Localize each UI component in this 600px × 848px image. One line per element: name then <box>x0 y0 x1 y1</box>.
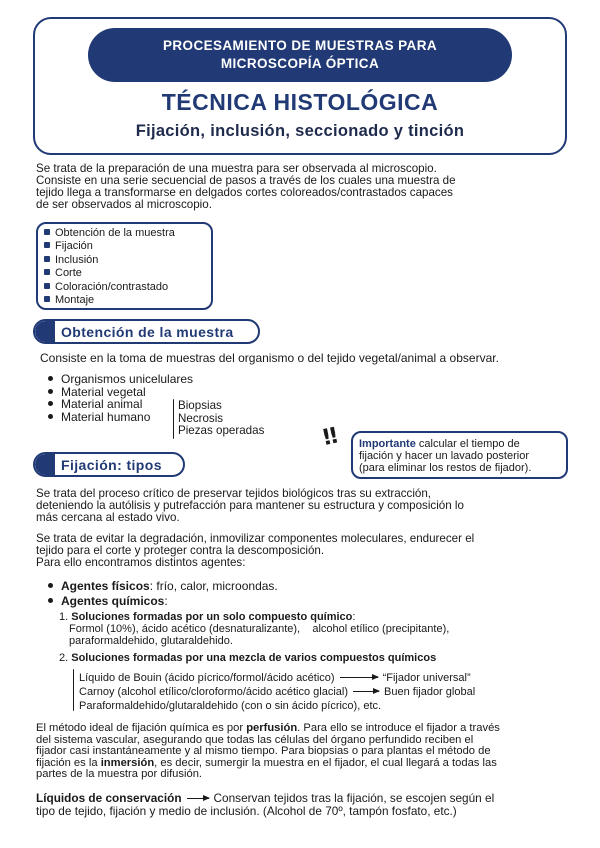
arrow-right-icon <box>353 691 379 693</box>
conservation-liquids: Líquidos de conservación Conservan tejidos tras la fijación, se escojen según el tipo de tejido, fijación y medio de inclusión. (Alcohol de 70º, tampón fosfato, etc.) <box>36 791 495 818</box>
important-note: Importante calcular el tiempo de fijación y hacer un lavado posterior (para eliminar los restos de fijador). <box>351 431 568 479</box>
heading-fijacion: Fijación: tipos <box>33 452 185 477</box>
fijacion-paragraph-1: Se trata del proceso crítico de preservar tejidos biológicos tras su extracción, deteniendo la autólisis y putrefacción para mantener su estructura y composición lo más cercana al estado vivo. <box>36 487 464 524</box>
brace-icon <box>173 399 174 439</box>
list-item: Paraformaldehido/glutaraldehido (con o sin ácido pícrico), etc. <box>79 700 382 712</box>
list-item: Inclusión <box>44 254 211 267</box>
bullet-icon <box>48 583 53 588</box>
intro-paragraph <box>36 163 566 211</box>
mixtures-list <box>79 671 475 713</box>
page-title: TÉCNICA HISTOLÓGICA <box>161 89 439 115</box>
chemical-item-1: 1. Soluciones formadas por un solo compuesto químico: Formol (10%), ácido acético (desnaturalizante), alcohol etílico (precipitante), paraformaldehido, glutaraldehido. <box>59 611 450 647</box>
bullet-icon <box>48 401 53 406</box>
fijacion-paragraph-2: Se trata de evitar la degradación, inmovilizar componentes moleculares, endurecer el tejido para el corte y proteger contra la descomposición. Para ello encontramos distintos agentes: <box>36 532 475 569</box>
bullet-icon <box>48 389 53 394</box>
list-item: Material vegetal <box>48 386 193 399</box>
list-item: Corte <box>44 267 211 280</box>
pill-cap <box>35 321 55 342</box>
list-item: Líquido de Bouin (ácido pícrico/formol/ácido acético) “Fijador universal” <box>79 672 471 684</box>
list-item: Montaje <box>44 294 211 307</box>
bullet-icon <box>48 376 53 381</box>
square-bullet-icon <box>44 229 50 235</box>
intro-line: de ser observados al microscopio. <box>36 198 212 211</box>
square-bullet-icon <box>44 283 50 289</box>
heading-obtencion: Obtención de la muestra <box>33 319 260 344</box>
list-item: Agentes físicos: frío, calor, microondas. <box>48 579 278 594</box>
banner-line-1: PROCESAMIENTO DE MUESTRAS PARA <box>162 38 438 53</box>
list-item: Fijación <box>44 240 211 253</box>
list-item: Necrosis <box>178 411 224 425</box>
list-item: Organismos unicelulares <box>48 373 193 386</box>
square-bullet-icon <box>44 256 50 262</box>
list-item: Coloración/contrastado <box>44 281 211 294</box>
bullet-icon <box>48 598 53 603</box>
intro-line: Se trata de la preparación de una muestra para ser observada al microscopio. <box>36 162 437 175</box>
arrow-right-icon <box>340 677 378 679</box>
brace-icon <box>73 669 74 711</box>
list-item: Material animal <box>48 398 193 411</box>
page-subtitle: Fijación, inclusión, seccionado y tinción <box>135 122 465 140</box>
obtencion-desc: Consiste en la toma de muestras del organismo o del tejido vegetal/animal a observar. <box>40 351 499 365</box>
intro-line: Consiste en una serie secuencial de pasos a través de los cuales una muestra de <box>36 174 456 187</box>
list-item: Obtención de la muestra <box>44 227 211 240</box>
list-item: Piezas operadas <box>178 424 265 437</box>
arrow-right-icon <box>187 798 209 800</box>
banner-line-2: MICROSCOPÍA ÓPTICA <box>220 56 380 71</box>
bullet-icon <box>48 414 53 419</box>
square-bullet-icon <box>44 242 50 248</box>
list-item: Agentes químicos: <box>48 594 278 609</box>
square-bullet-icon <box>44 296 50 302</box>
agents-list <box>48 579 278 609</box>
list-item: Material humano <box>48 411 193 424</box>
square-bullet-icon <box>44 269 50 275</box>
obtencion-list <box>48 373 193 423</box>
list-item: Biopsias <box>178 399 222 412</box>
exclamation-icon: !! <box>319 423 339 452</box>
section-banner <box>88 28 512 82</box>
ideal-method-paragraph: El método ideal de fijación química es por perfusión. Para ello se introduce el fijador a través del sistema vascular, asegurando que todas las células del órgano perfundido reciben el fijador casi instantáneamente y al mismo tiempo. Para biopsias o para plantas el método de fijación es la inmersión, es decir, sumergir la muestra en el fijador, el cual llegará a todas las partes de la muestra por difusión. <box>36 722 500 781</box>
list-item: Carnoy (alcohol etílico/cloroformo/ácido acético glacial) Buen fijador global <box>79 686 476 698</box>
steps-list <box>36 222 213 310</box>
human-material-sublist <box>178 400 264 438</box>
pill-cap <box>35 454 55 475</box>
intro-line: tejido llega a transformarse en delgados cortes coloreados/contrastados capaces <box>36 186 453 199</box>
chemical-item-2: 2. Soluciones formadas por una mezcla de varios compuestos químicos <box>59 652 437 664</box>
